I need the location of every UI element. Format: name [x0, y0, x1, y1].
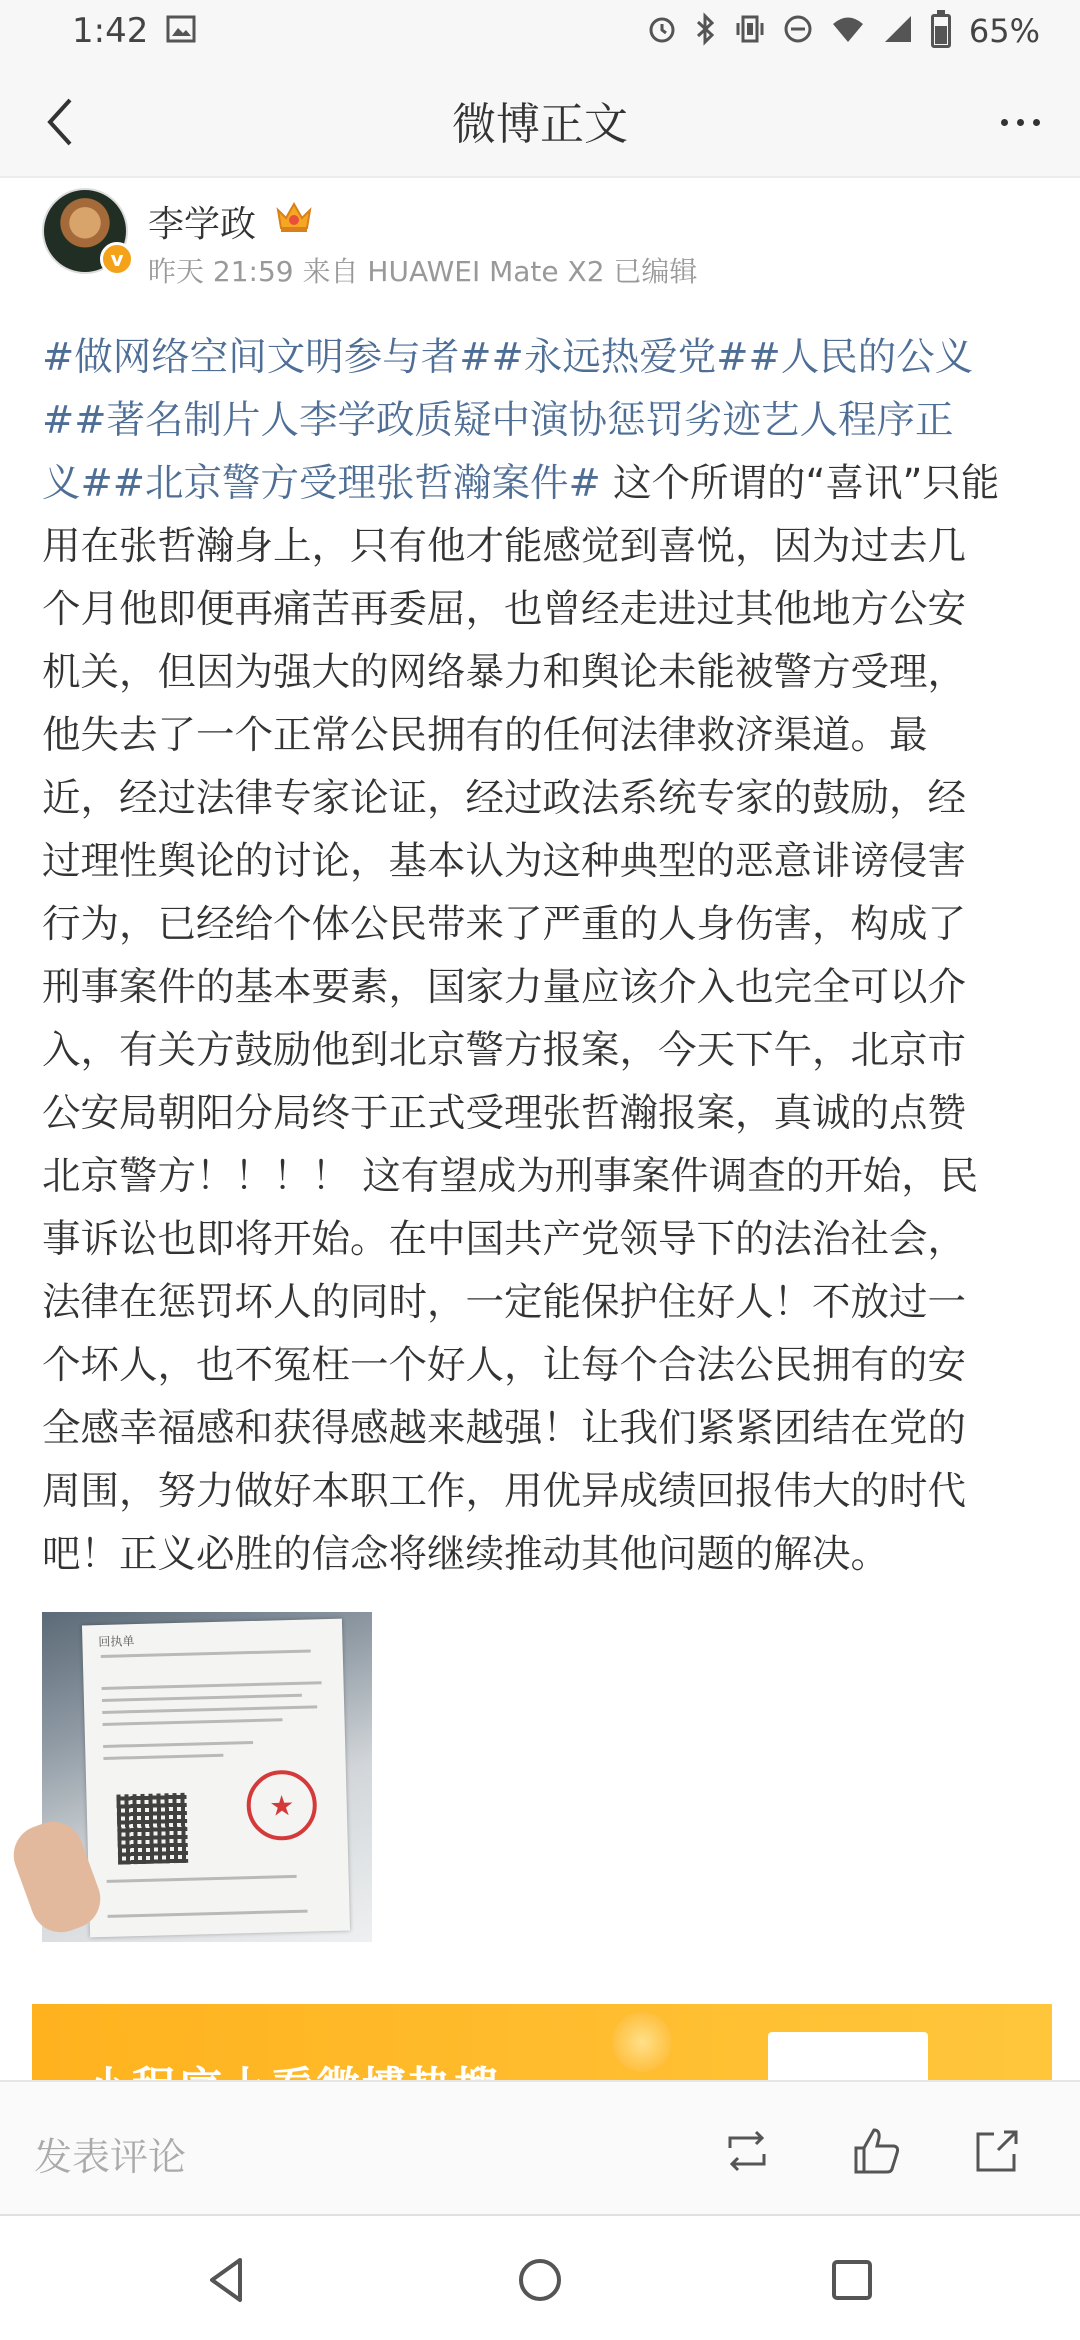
- vip-crown-icon[interactable]: [274, 198, 314, 238]
- system-recents-button[interactable]: [824, 2252, 880, 2308]
- doc-line: [102, 1681, 322, 1690]
- share-button[interactable]: [972, 2126, 1022, 2176]
- status-right: [647, 12, 1040, 50]
- post-body-line: [42, 326, 1052, 389]
- post-meta: 昨天 21:59 来自 HUAWEI Mate X2 已编辑: [148, 255, 698, 288]
- post-body-line: [42, 893, 1052, 956]
- post-text: 全感幸福感和获得感越来越强！让我们紧紧团结在党的: [42, 1406, 967, 1451]
- vibrate-icon: [735, 14, 765, 48]
- red-stamp-icon: ★: [246, 1769, 318, 1841]
- doc-line: [102, 1705, 317, 1714]
- post-body-line: [42, 452, 1052, 515]
- post-image[interactable]: [42, 1612, 372, 1942]
- system-home-button[interactable]: [512, 2252, 568, 2308]
- status-left: [72, 11, 196, 51]
- more-button[interactable]: [990, 102, 1050, 142]
- post-body-line: [42, 704, 1052, 767]
- like-icon: [852, 2126, 902, 2176]
- post-header: [42, 186, 1042, 286]
- rocket-icon: [612, 2012, 672, 2072]
- post-text: 入，有关方鼓励他到北京警方报案，今天下午，北京市: [42, 1028, 967, 1073]
- repost-icon: [722, 2126, 772, 2176]
- post-text: 近，经过法律专家论证，经过政法系统专家的鼓励，经: [42, 776, 967, 821]
- battery-icon: [931, 14, 951, 48]
- receipt-title: 回执单: [98, 1634, 135, 1650]
- signal-icon: [883, 14, 913, 48]
- post-text: 行为，已经给个体公民带来了严重的人身伤害，构成了: [42, 902, 967, 947]
- comment-bar: [0, 2080, 1080, 2214]
- share-icon: [972, 2126, 1022, 2176]
- post-text: 个坏人，也不冤枉一个好人，让每个合法公民拥有的安: [42, 1343, 967, 1388]
- bluetooth-icon: [695, 13, 717, 49]
- recents-square-icon: [824, 2252, 880, 2308]
- post-body-line: [42, 1334, 1052, 1397]
- post-text: 北京警方！！！！ 这有望成为刑事案件调查的开始，民: [42, 1154, 979, 1199]
- post-text: 法律在惩罚坏人的同时，一定能保护住好人！不放过一: [42, 1280, 967, 1325]
- hashtag-link[interactable]: 义##北京警方受理张哲瀚案件#: [42, 461, 601, 506]
- back-triangle-icon: [200, 2252, 256, 2308]
- hashtag-link[interactable]: #做网络空间文明参与者##永远热爱党##人民的公义: [42, 335, 974, 380]
- more-dot: [1001, 119, 1008, 126]
- system-back-button[interactable]: [200, 2252, 256, 2308]
- wifi-icon: [831, 14, 865, 48]
- post-body: [42, 326, 1052, 1586]
- repost-button[interactable]: [722, 2126, 772, 2176]
- image-icon: [166, 15, 196, 47]
- mini-program-banner[interactable]: [32, 2004, 1052, 2080]
- post-body-line: [42, 830, 1052, 893]
- doc-line: [103, 1741, 253, 1748]
- doc-line: [107, 1875, 297, 1883]
- like-button[interactable]: [852, 2126, 902, 2176]
- post-body-line: [42, 578, 1052, 641]
- post-text: 他失去了一个正常公民拥有的任何法律救济渠道。最: [42, 713, 928, 758]
- system-nav-bar: [0, 2214, 1080, 2340]
- post-body-line: [42, 1271, 1052, 1334]
- post-text: 这个所谓的“喜讯”只能: [600, 461, 1000, 506]
- verified-badge: v: [100, 242, 134, 276]
- post-text: 事诉讼也即将开始。在中国共产党领导下的法治社会，: [42, 1217, 967, 1262]
- post-body-line: [42, 767, 1052, 830]
- hashtag-link[interactable]: ##著名制片人李学政质疑中演协惩罚劣迹艺人程序正: [42, 398, 954, 443]
- post-text: 刑事案件的基本要素，国家力量应该介入也完全可以介: [42, 965, 967, 1010]
- post-text: 机关，但因为强大的网络暴力和舆论未能被警方受理，: [42, 650, 967, 695]
- doc-line: [103, 1718, 283, 1726]
- more-dot: [1017, 119, 1024, 126]
- doc-line: [102, 1694, 302, 1702]
- post-body-line: [42, 1082, 1052, 1145]
- more-dot: [1033, 119, 1040, 126]
- comment-input[interactable]: 发表评论: [34, 2135, 187, 2179]
- doc-line: [101, 1649, 311, 1657]
- status-bar: [0, 0, 1080, 62]
- page-title: 微博正文: [452, 99, 628, 150]
- receipt-document-image: [82, 1619, 350, 1938]
- post-body-line: [42, 1460, 1052, 1523]
- alarm-icon: [647, 14, 677, 48]
- nav-bar: [0, 62, 1080, 178]
- post-body-line: [42, 389, 1052, 452]
- post-body-line: [42, 1523, 1052, 1586]
- doc-line: [108, 1910, 308, 1918]
- post-text: 周围，努力做好本职工作，用优异成绩回报伟大的时代: [42, 1469, 967, 1514]
- dnd-icon: [783, 14, 813, 48]
- post-text: 个月他即便再痛苦再委屈，也曾经走进过其他地方公安: [42, 587, 967, 632]
- post-body-line: [42, 641, 1052, 704]
- qr-code-icon: [116, 1793, 188, 1865]
- post-body-line: [42, 1208, 1052, 1271]
- post-body-line: [42, 1145, 1052, 1208]
- post-body-line: [42, 1019, 1052, 1082]
- post-body-line: [42, 1397, 1052, 1460]
- author-name[interactable]: 李学政: [148, 204, 257, 245]
- home-circle-icon: [512, 2252, 568, 2308]
- doc-line: [103, 1754, 223, 1760]
- status-time: 1:42: [72, 11, 149, 51]
- post-body-line: [42, 956, 1052, 1019]
- post-text: 用在张哲瀚身上，只有他才能感觉到喜悦，因为过去几: [42, 524, 967, 569]
- post-text: 公安局朝阳分局终于正式受理张哲瀚报案，真诚的点赞: [42, 1091, 967, 1136]
- post-body-line: [42, 515, 1052, 578]
- battery-percent: 65%: [968, 12, 1040, 50]
- post-text: 吧！正义必胜的信念将继续推动其他问题的解决。: [42, 1532, 890, 1577]
- post-text: 过理性舆论的讨论，基本认为这种典型的恶意诽谤侵害: [42, 839, 967, 884]
